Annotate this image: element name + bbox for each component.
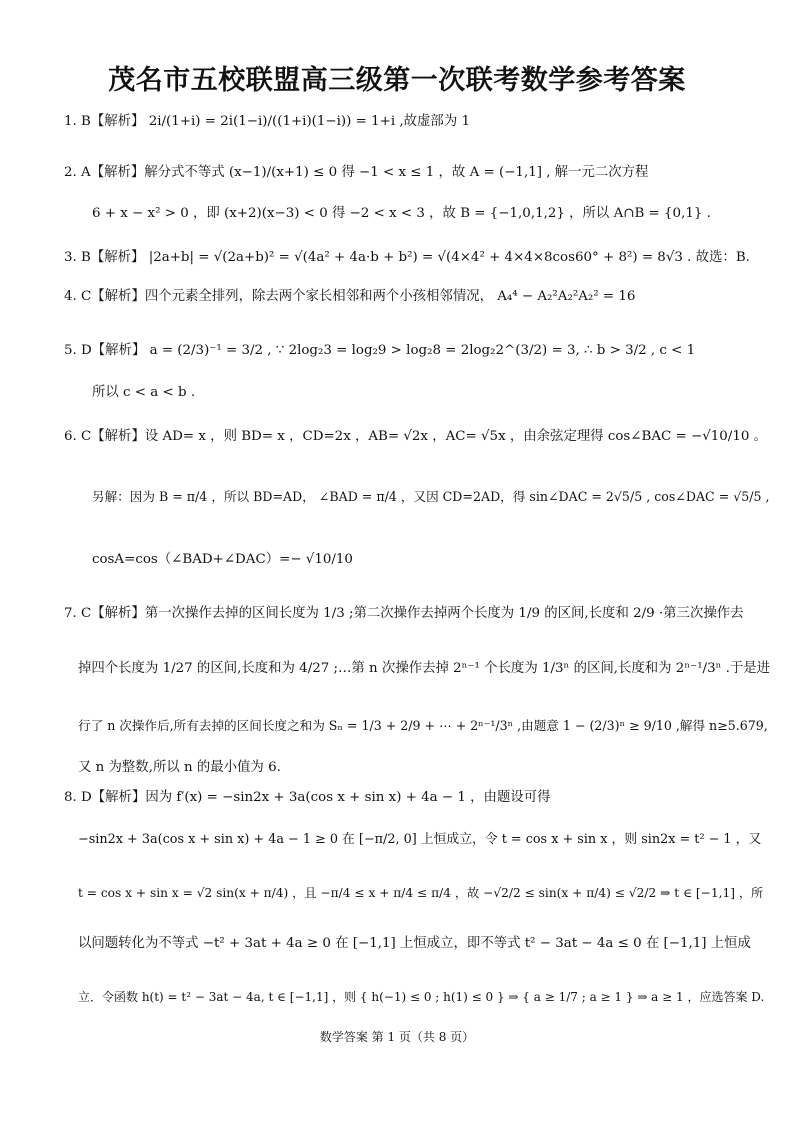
- answer-q6-line2: 另解：因为 B = π/4 ，所以 BD=AD， ∠BAD = π/4 ，又因 CD=2AD，得 sin∠DAC = 2√5/5 , cos∠DAC = √5/5 ,: [92, 489, 770, 504]
- answer-q6-line1: 6. C【解析】设 AD= x ，则 BD= x ，CD=2x ，AB= √2x ，AC= √5x ，由余弦定理得 cos∠BAC = −√10/10 。: [64, 429, 768, 444]
- answer-q2-line2: 6 + x − x² > 0 ，即 (x+2)(x−3) < 0 得 −2 < x < 3 ，故 B = {−1,0,1,2} ，所以 A∩B = {0,1} .: [92, 206, 711, 221]
- answer-q7-line4: 又 n 为整数,所以 n 的最小值为 6.: [78, 760, 281, 775]
- answer-q8-line1: 8. D【解析】因为 f′(x) = −sin2x + 3a(cos x + sin x) + 4a − 1 ，由题设可得: [64, 790, 551, 805]
- answer-q7-line3: 行了 n 次操作后,所有去掉的区间长度之和为 Sₙ = 1/3 + 2/9 + ⋯ + 2ⁿ⁻¹/3ⁿ ,由题意 1 − (2/3)ⁿ ≥ 9/10 ,解得 n≥5.679,: [78, 718, 768, 733]
- answer-q5-line2: 所以 c < a < b .: [92, 385, 196, 400]
- answer-q8-line3: t = cos x + sin x = √2 sin(x + π/4) ，且 −π/4 ≤ x + π/4 ≤ π/4 ，故 −√2/2 ≤ sin(x + π/4) ≤ √2/2 ⇒ t ∈ [−1,1] ，所: [78, 886, 764, 900]
- answer-q4: 4. C【解析】四个元素全排列，除去两个家长相邻和两个小孩相邻情况， A₄⁴ − A₂²A₂²A₂² = 16: [64, 289, 636, 304]
- answer-q3: 3. B【解析】 |2a+b| = √(2a+b)² = √(4a² + 4a·b + b²) = √(4×4² + 4×4×8cos60° + 8²) = 8√3 . 故选：B.: [64, 250, 750, 265]
- answer-q1: 1. B【解析】 2i/(1+i) = 2i(1−i)/((1+i)(1−i)) = 1+i ,故虚部为 1: [64, 114, 470, 129]
- answer-q7-line1: 7. C【解析】第一次操作去掉的区间长度为 1/3 ;第二次操作去掉两个长度为 1/9 的区间,长度和 2/9 ·第三次操作去: [64, 606, 744, 621]
- answer-q7-line2: 掉四个长度为 1/27 的区间,长度和为 4/27 ;…第 n 次操作去掉 2ⁿ⁻¹ 个长度为 1/3ⁿ 的区间,长度和为 2ⁿ⁻¹/3ⁿ .于是进: [78, 661, 771, 676]
- answer-q5-line1: 5. D【解析】 a = (2/3)⁻¹ = 3/2 , ∵ 2log₂3 = log₂9 > log₂8 = 2log₂2^(3/2) = 3, ∴ b > 3/2 , c < 1: [64, 343, 696, 358]
- answer-q8-line2: −sin2x + 3a(cos x + sin x) + 4a − 1 ≥ 0 在 [−π/2, 0] 上恒成立，令 t = cos x + sin x ，则 sin2x = t² − 1 ，又: [78, 832, 762, 847]
- answer-q6-line3: cosA=cos（∠BAD+∠DAC）=− √10/10: [92, 552, 353, 567]
- page-title: 茂名市五校联盟高三级第一次联考数学参考答案: [108, 65, 686, 96]
- page-footer: 数学答案 第 1 页（共 8 页）: [319, 1030, 475, 1044]
- answer-q8-line4: 以问题转化为不等式 −t² + 3at + 4a ≥ 0 在 [−1,1] 上恒成立，即不等式 t² − 3at − 4a ≤ 0 在 [−1,1] 上恒成: [78, 936, 751, 951]
- answer-q2-line1: 2. A【解析】解分式不等式 (x−1)/(x+1) ≤ 0 得 −1 < x ≤ 1 ，故 A = (−1,1] , 解一元二次方程: [64, 165, 649, 180]
- answer-q8-line5: 立．令函数 h(t) = t² − 3at − 4a, t ∈ [−1,1] ，则 { h(−1) ≤ 0 ; h(1) ≤ 0 } ⇒ { a ≥ 1/7 ; a ≥ 1 } ⇒ a ≥ 1 ，应选答案 D.: [78, 990, 765, 1004]
